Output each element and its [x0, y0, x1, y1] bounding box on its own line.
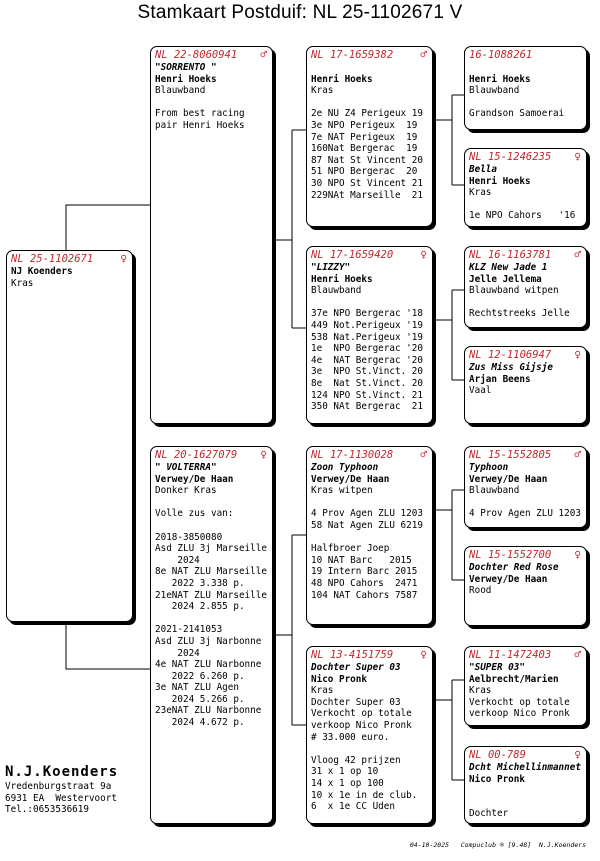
card-line: 2022 3.338 p. [155, 577, 245, 589]
sex-symbol-icon: ♂ [574, 648, 581, 661]
card-header [469, 649, 582, 662]
pigeon-name: Dochter Super 03 [311, 662, 401, 673]
sex-symbol-icon: ♂ [574, 448, 581, 461]
ring-number: NL 15-1552700 [469, 549, 552, 561]
card-line [311, 532, 428, 544]
pigeon-name: Bella [469, 164, 497, 175]
card-line: 3e NPO St.Vinct. 20 [311, 366, 423, 378]
card-line [469, 199, 582, 211]
card-line: 14 x 1 op 100 [311, 777, 384, 789]
sex-symbol-icon: ♀ [260, 448, 267, 461]
card-line: Kras witpen [311, 485, 373, 497]
card-line: 1e NPO Bergerac '20 [311, 343, 423, 355]
card-line: Kras [11, 277, 34, 289]
sex-symbol-icon: ♂ [260, 48, 267, 61]
breeder-phone: Tel.:0653536619 [5, 804, 89, 816]
card-line [469, 785, 582, 797]
card-line: 4e NAT ZLU Narbonne [155, 659, 262, 671]
card-line: 104 NAT Cahors 7587 [311, 589, 418, 601]
card-line: 4e NAT Bergerac '20 [311, 354, 423, 366]
card-line [469, 62, 582, 74]
card-header [311, 449, 428, 462]
breeder-city: 6931 EA Westervoort [5, 792, 117, 804]
pigeon-name: Dcht Michellinmannet [469, 762, 581, 773]
card-line: 2022 6.260 p. [155, 670, 245, 682]
card-line: 160Nat Bergerac 19 [311, 143, 418, 155]
pedigree-card-sire-sire [306, 46, 433, 227]
card-header [155, 449, 268, 462]
card-line: 538 Nat.Perigeux '19 [311, 331, 423, 343]
card-line: pair Henri Hoeks [155, 119, 245, 131]
card-line: 2024 4.672 p. [155, 717, 245, 729]
card-line: Kras [469, 685, 492, 697]
owner-name: Henri Hoeks [155, 73, 217, 85]
card-header [469, 449, 582, 462]
card-line: Blauwband [155, 85, 206, 97]
card-line: Donker Kras [155, 485, 217, 497]
owner-name: NJ Koenders [11, 266, 73, 277]
pedigree-card-subject [6, 250, 133, 622]
pigeon-name: " VOLTERRA" [155, 462, 217, 473]
card-line: 3e NAT ZLU Agen [155, 682, 239, 694]
sex-symbol-icon: ♀ [574, 548, 581, 561]
card-line: 2e NU Z4 Perigeux 19 [311, 108, 423, 120]
owner-name: Henri Hoeks [311, 273, 373, 285]
pigeon-name: "LIZZY" [311, 262, 351, 273]
card-line [311, 743, 428, 755]
card-line: 229NAt Marseille 21 [311, 189, 423, 201]
pedigree-card-dam-sire-dam [464, 546, 587, 626]
pigeon-name: Zoon Typhoon [311, 462, 379, 473]
pedigree-card-sire-dam [306, 246, 433, 424]
card-line: Blauwband [469, 485, 520, 497]
breeder-block [5, 763, 118, 816]
card-line: 2018-3850080 [155, 531, 223, 543]
ring-number: NL 16-1163781 [469, 249, 552, 261]
card-line: From best racing [155, 108, 245, 120]
card-header [469, 549, 582, 562]
pedigree-card-sire-dam-sire [464, 246, 587, 328]
card-header [469, 749, 582, 762]
card-line: 48 NPO Cahors 2471 [311, 577, 418, 589]
card-line: 8e Nat St.Vinct. 20 [311, 377, 423, 389]
card-line: Blauwband [469, 85, 520, 97]
owner-name: Verwey/De Haan [469, 473, 548, 485]
card-line: 1e NPO Cahors '16 [469, 210, 576, 222]
pedigree-card-sire-dam-dam [464, 346, 587, 424]
ring-number: NL 17-1659420 [311, 249, 394, 261]
sex-symbol-icon: ♂ [420, 448, 427, 461]
card-header [311, 49, 428, 62]
card-line: Volle zus van: [155, 508, 234, 520]
ring-number: NL 20-1627079 [155, 449, 238, 461]
card-line: Verkocht op totale [311, 708, 412, 720]
card-line: Kras [469, 187, 492, 199]
card-header [469, 151, 582, 164]
card-header [311, 249, 428, 262]
card-line [155, 97, 268, 109]
sex-symbol-icon: ♀ [574, 348, 581, 361]
card-line [155, 497, 268, 509]
card-line: Vloog 42 prijzen [311, 754, 401, 766]
card-line: 2024 [155, 554, 200, 566]
card-line: Asd ZLU 3j Marseille [155, 543, 267, 555]
owner-name: Verwey/De Haan [311, 473, 390, 485]
pedigree-card-dam-sire-sire [464, 446, 587, 528]
ring-number: NL 17-1130028 [311, 449, 394, 461]
card-line: Kras [311, 685, 334, 697]
card-line: Halfbroer Joep [311, 543, 390, 555]
pedigree-card-dam-dam-dam [464, 746, 587, 824]
card-line [311, 297, 428, 309]
card-line: 6 x 1e CC Uden [311, 801, 395, 813]
owner-name: Arjan Beens [469, 373, 531, 385]
card-header [469, 49, 582, 62]
card-line [311, 97, 428, 109]
pigeon-name: Dochter Red Rose [469, 562, 559, 573]
card-line [311, 62, 428, 74]
card-line: 51 NPO Bergerac 20 [311, 166, 418, 178]
page-title: Stamkaart Postduif: NL 25-1102671 V [137, 2, 463, 23]
sex-symbol-icon: ♀ [574, 748, 581, 761]
ring-number: NL 17-1659382 [311, 49, 394, 61]
card-line: Kras [311, 85, 334, 97]
pigeon-name: "SUPER 03" [469, 662, 525, 673]
card-line: 21eNAT ZLU Marseille [155, 589, 267, 601]
ring-number: NL 12-1106947 [469, 349, 552, 361]
ring-number: NL 25-1102671 [11, 253, 94, 265]
owner-name: Aelbrecht/Marien [469, 673, 559, 685]
card-line [469, 297, 582, 309]
card-line [311, 497, 428, 509]
card-header [11, 253, 128, 266]
card-line: 2024 2.855 p. [155, 601, 245, 613]
card-line: Blauwband witpen [469, 285, 559, 297]
pigeon-name: KLZ New Jade 1 [469, 262, 548, 273]
card-line: Verkocht op totale [469, 696, 570, 708]
pedigree-card-sire [150, 46, 273, 424]
card-line: # 33.000 euro. [311, 731, 390, 743]
card-line: 31 x 1 op 10 [311, 766, 379, 778]
owner-name: Verwey/De Haan [469, 573, 548, 585]
card-line: verkoop Nico Pronk [469, 708, 570, 720]
card-line: Dochter Super 03 [311, 696, 401, 708]
card-header [155, 49, 268, 62]
ring-number: NL 22-8060941 [155, 49, 238, 61]
card-line: 37e NPO Bergerac '18 [311, 308, 423, 320]
card-line: Rood [469, 585, 492, 597]
card-line: 87 Nat St Vincent 20 [311, 154, 423, 166]
ring-number: NL 00-789 [469, 749, 526, 761]
card-line: Blauwband [311, 285, 362, 297]
owner-name: Jelle Jellema [469, 273, 542, 285]
card-line: 19 Intern Barc 2015 [311, 566, 418, 578]
pigeon-name: Zus Miss Gijsje [469, 362, 553, 373]
card-header [311, 649, 428, 662]
pedigree-card-sire-sire-sire [464, 46, 587, 130]
card-line: Vaal [469, 385, 492, 397]
sex-symbol-icon: ♂ [574, 248, 581, 261]
breeder-street: Vredenburgstraat 9a [5, 781, 112, 792]
pigeon-name: "SORRENTO " [155, 62, 217, 73]
sex-symbol-icon: ♀ [574, 150, 581, 163]
owner-name: Nico Pronk [469, 773, 525, 785]
sex-symbol-icon: ♂ [420, 48, 427, 61]
owner-name: Henri Hoeks [469, 175, 531, 187]
card-line: 350 NAt Bergerac 21 [311, 401, 423, 413]
card-header [469, 249, 582, 262]
sex-symbol-icon: ♀ [420, 248, 427, 261]
ring-number: NL 15-1246235 [469, 151, 552, 163]
ring-number: NL 13-4151759 [311, 649, 394, 661]
pedigree-card-dam-sire [306, 446, 433, 625]
breeder-name: N.J.Koenders [5, 764, 119, 780]
card-line: 4 Prov Agen ZLU 1203 [311, 508, 423, 520]
card-line: Rechtstreeks Jelle [469, 308, 570, 320]
card-line: 8e NAT ZLU Marseille [155, 566, 267, 578]
card-line [469, 797, 582, 809]
pigeon-name: Typhoon [469, 462, 509, 473]
card-line: 7e NAT Perigeux 19 [311, 131, 418, 143]
card-line: 124 NPO St.Vinct. 21 [311, 389, 423, 401]
sex-symbol-icon: ♀ [120, 252, 127, 265]
ring-number: NL 11-1472403 [469, 649, 552, 661]
card-line: 58 Nat Agen ZLU 6219 [311, 519, 423, 531]
card-line: 30 NPO St Vincent 21 [311, 177, 423, 189]
pedigree-card-dam-dam [306, 646, 433, 824]
card-line: 3e NPO Perigeux 19 [311, 119, 418, 131]
owner-name: Henri Hoeks [311, 73, 373, 85]
card-line: 2024 5.266 p. [155, 693, 245, 705]
card-line [469, 497, 582, 509]
owner-name: Nico Pronk [311, 673, 367, 685]
pedigree-card-sire-sire-dam [464, 148, 587, 227]
ring-number: 16-1088261 [469, 49, 533, 61]
card-line: 2021-2141053 [155, 624, 223, 636]
ring-number: NL 15-1552805 [469, 449, 552, 461]
card-line: verkoop Nico Pronk [311, 719, 412, 731]
card-line [155, 520, 268, 532]
footer-credit: 04-10-2025 Compuclub ® [9.48] N.J.Koenders [409, 841, 586, 849]
card-header [469, 349, 582, 362]
card-line: Dochter [469, 808, 509, 820]
card-line [469, 97, 582, 109]
card-line [155, 613, 268, 625]
card-line: Grandson Samoerai [469, 108, 565, 120]
card-line: Asd ZLU 3j Narbonne [155, 635, 262, 647]
card-line: 10 x 1e in de club. [311, 789, 418, 801]
pedigree-card-dam [150, 446, 273, 824]
card-line: 23eNAT ZLU Narbonne [155, 705, 262, 717]
sex-symbol-icon: ♀ [420, 648, 427, 661]
card-line: 4 Prov Agen ZLU 1203 [469, 508, 581, 520]
card-line: 449 Not.Perigeux '19 [311, 319, 423, 331]
card-line: 10 NAT Barc 2015 [311, 554, 412, 566]
owner-name: Henri Hoeks [469, 73, 531, 85]
owner-name: Verwey/De Haan [155, 473, 234, 485]
pedigree-card-dam-dam-sire [464, 646, 587, 726]
card-line: 2024 [155, 647, 200, 659]
